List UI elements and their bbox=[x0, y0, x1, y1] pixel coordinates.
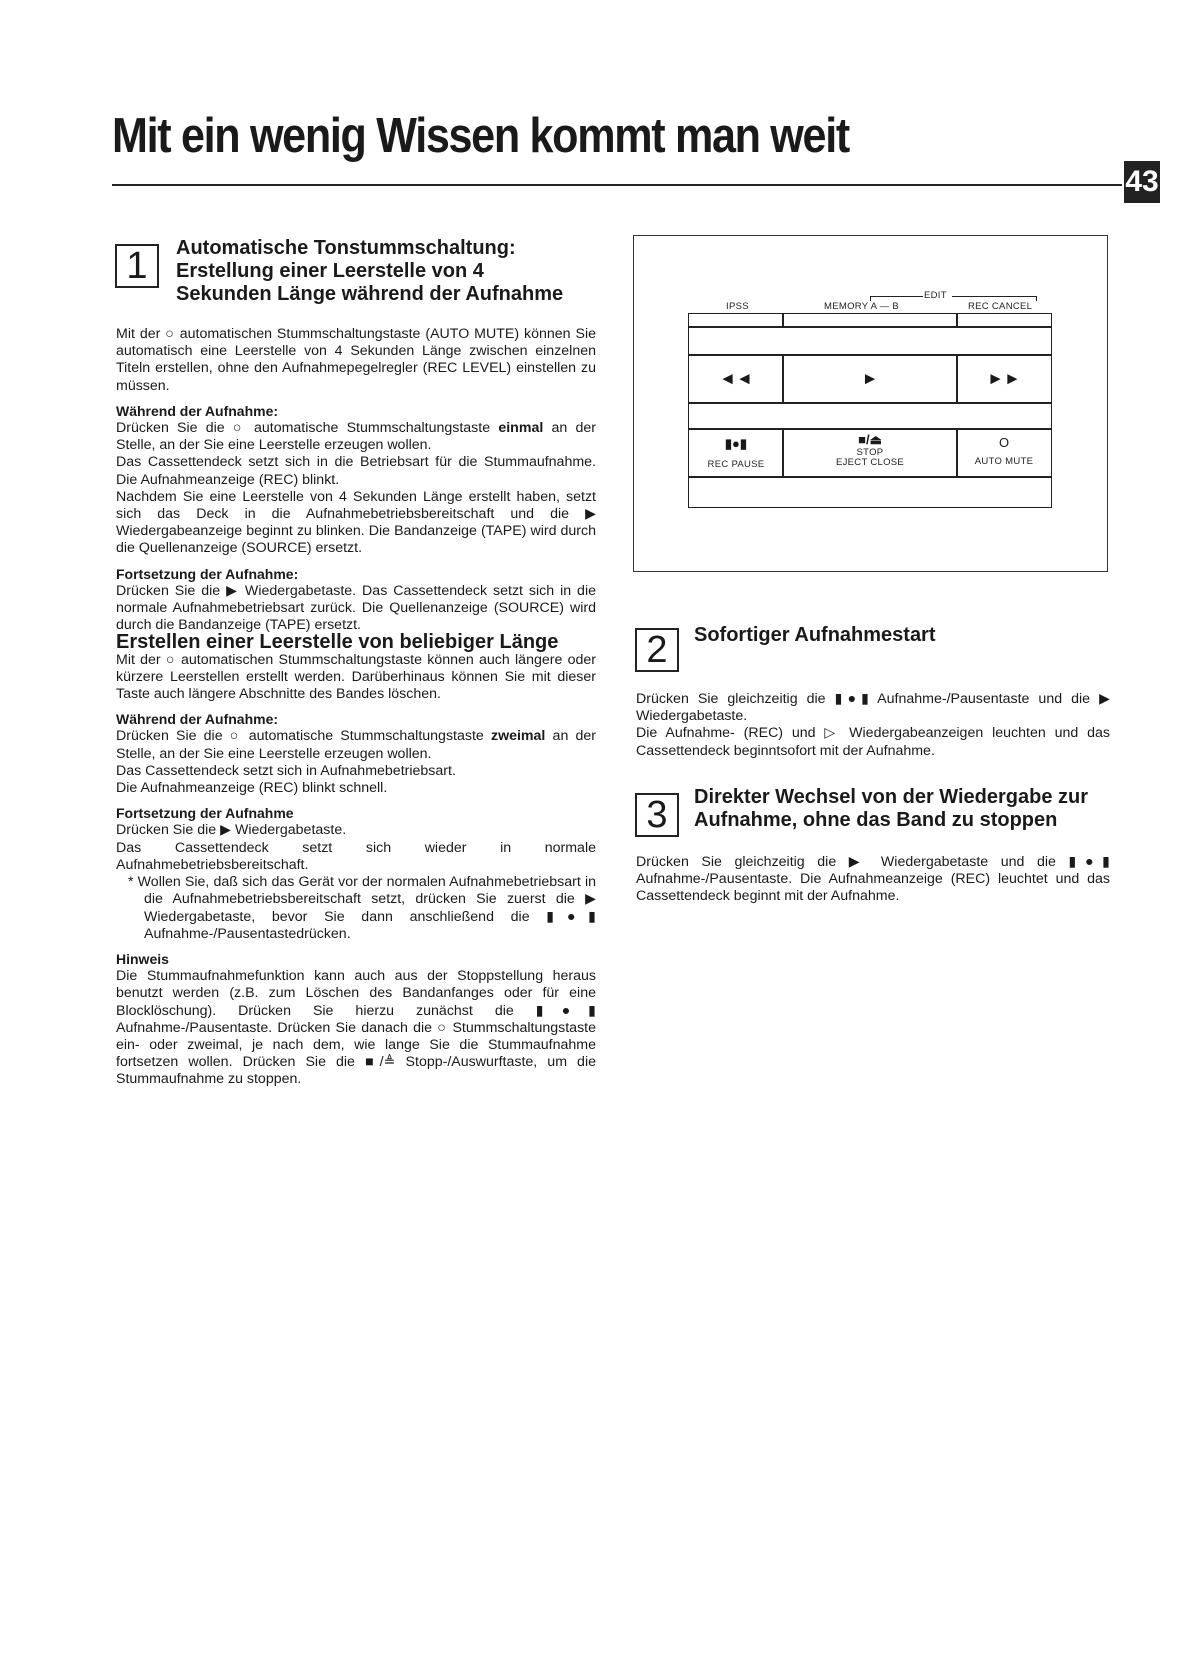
label-ipss: IPSS bbox=[726, 301, 749, 312]
section2-heading: Sofortiger Aufnahmestart bbox=[694, 624, 936, 646]
section-any-continue-1: Drücken Sie die ▶ Wiedergabetaste. bbox=[116, 822, 347, 839]
section1-continue-label: Fortsetzung der Aufnahme: bbox=[116, 565, 299, 582]
section3-text: Drücken Sie gleichzeitig die ▶ Wiedergabetaste und die ▮●▮ Aufnahme-/Pausentaste. Die Aufnahmeanzeige (REC) leuchtet und das Cassettendeck beginnt mit der Aufnahme. bbox=[636, 854, 1110, 905]
section-any-bullet: * Wollen Sie, daß sich das Gerät vor der normalen Aufnahmebetriebsart in die Aufnahmebetriebsbereitschaft setzt, drücken Sie zuerst die ▶ Wiedergabetaste, bevor Sie dann anschließend die ▮●▮ Aufnahme-/Pausentastedrücken. bbox=[128, 874, 596, 942]
section1-during-label: Während der Aufnahme: bbox=[116, 402, 279, 419]
text-bold: zweimal bbox=[490, 728, 546, 745]
section-any-continue-label: Fortsetzung der Aufnahme bbox=[116, 805, 294, 822]
label-edit: EDIT bbox=[924, 290, 947, 301]
section2-body bbox=[636, 691, 1110, 760]
section-any-continue-2: Das Cassettendeck setzt sich wieder in normale Aufnahmebetriebsbereitschaft. bbox=[116, 839, 596, 873]
auto-mute-button[interactable] bbox=[956, 428, 1052, 478]
section-any-during-text bbox=[116, 728, 596, 762]
step-number-2: 2 bbox=[635, 628, 679, 672]
section3-heading bbox=[694, 786, 1134, 832]
rewind-button[interactable] bbox=[688, 354, 784, 404]
page-number: 43 bbox=[1124, 161, 1160, 203]
label-rec-cancel: REC CANCEL bbox=[968, 301, 1033, 312]
text-span: an der Stelle, an der Sie eine Leerstelle erzeugen wollen. bbox=[116, 728, 597, 762]
section1-during-text bbox=[116, 420, 596, 454]
stop-eject-icon: ■/⏏ bbox=[858, 432, 882, 447]
note-text: Die Stummaufnahmefunktion kann auch aus der Stoppstellung heraus benutzt werden (z.B. zum Löschen des Bandanfanges oder für eine Blocklöschung). Drücken Sie hierzu zunächst die ▮●▮ Aufnahme-/Pausentaste. Drücken Sie danach die ○ Stummschaltungstaste ein- oder zweimal, je nach dem, wie lange Sie die Stummaufnahme fortsetzen wollen. Drücken Sie die ■/≜ Stopp-/Auswurftaste, um die Stummaufnahme zu stoppen. bbox=[116, 968, 596, 1088]
section1-heading bbox=[176, 237, 616, 306]
section1-continue-text: Drücken Sie die ▶ Wiedergabetaste. Das Cassettendeck setzt sich in die normale Aufnahmebetriebsart zurück. Die Quellenanzeige (SOURCE) wird durch die Bandanzeige (TAPE) ersetzt. bbox=[116, 582, 596, 634]
section1-intro: Mit der ○ automatischen Stummschaltungstaste (AUTO MUTE) können Sie automatisch eine Leerstelle von 4 Sekunden Länge zwischen einzelnen Titeln erstellen, ohne den Aufnahmepegelregler (REC LEVEL) einstellen zu müssen. bbox=[116, 326, 596, 394]
section2-text-1: Drücken Sie gleichzeitig die ▮●▮ Aufnahme-/Pausentaste und die ▶ Wiedergabetaste. bbox=[636, 691, 1110, 725]
fast-forward-icon: ►► bbox=[987, 369, 1021, 388]
section-any-heading: Erstellen einer Leerstelle von beliebiger Länge bbox=[116, 631, 559, 654]
section-any-during-label: Während der Aufnahme: bbox=[116, 711, 279, 728]
middle-strip bbox=[688, 402, 1052, 430]
section1-during-text-3: Nachdem Sie eine Leerstelle von 4 Sekunden Länge erstellt haben, setzt sich das Deck in die Aufnahmebetriebsbereitschaft und die ▶ Wiedergabeanzeige beginnt zu blinken. Die Bandanzeige (TAPE) wird durch die Quellenanzeige (SOURCE) ersetzt. bbox=[116, 488, 596, 557]
play-icon: ► bbox=[861, 369, 879, 388]
section2-text-2: Die Aufnahme- (REC) und ▷ Wiedergabeanzeigen leuchten und das Cassettendeck beginntsofort mit der Aufnahme. bbox=[636, 725, 1110, 759]
note-label: Hinweis bbox=[116, 950, 169, 967]
auto-mute-icon: O bbox=[998, 435, 1010, 450]
step-number-1: 1 bbox=[115, 244, 159, 288]
text-span: Drücken Sie die ○ automatische Stummschaltungstaste bbox=[116, 420, 499, 437]
section1-heading-line: Sekunden Länge während der Aufnahme bbox=[176, 283, 564, 305]
section3-body bbox=[636, 854, 1110, 906]
label-eject-close: EJECT CLOSE bbox=[835, 457, 905, 468]
section-any-during-text-2: Das Cassettendeck setzt sich in Aufnahmebetriebsart. bbox=[116, 762, 456, 779]
rec-pause-button[interactable] bbox=[688, 428, 784, 478]
text-bold: einmal bbox=[498, 420, 544, 437]
button-panel-diagram bbox=[633, 235, 1108, 572]
label-auto-mute: AUTO MUTE bbox=[974, 456, 1034, 467]
play-button[interactable] bbox=[782, 354, 958, 404]
label-rec-pause: REC PAUSE bbox=[707, 459, 765, 470]
rec-pause-icon: ▮●▮ bbox=[724, 436, 748, 451]
section1-heading-line: Erstellung einer Leerstelle von 4 bbox=[176, 260, 484, 282]
section1-during-text-2: Das Cassettendeck setzt sich in die Betriebsart für die Stummaufnahme. Die Aufnahmeanzeige (REC) blinkt. bbox=[116, 454, 596, 488]
text-span: an der Stelle, an der Sie eine Leerstelle erzeugen wollen. bbox=[116, 420, 597, 454]
section-any-intro: Mit der ○ automatischen Stummschaltungstaste können auch längere oder kürzere Leerstellen erstellt werden. Darüberhinaus können Sie mit dieser Taste auch längere Abschnitte des Bandes löschen. bbox=[116, 651, 596, 703]
bottom-strip bbox=[688, 476, 1052, 508]
section3-heading-line: Aufnahme, ohne das Band zu stoppen bbox=[694, 809, 1058, 831]
section3-heading-line: Direkter Wechsel von der Wiedergabe zur bbox=[694, 786, 1089, 808]
label-stop: STOP bbox=[856, 447, 884, 458]
rewind-icon: ◄◄ bbox=[719, 369, 753, 388]
fast-forward-button[interactable] bbox=[956, 354, 1052, 404]
section1-heading-line: Automatische Tonstummschaltung: bbox=[176, 237, 516, 259]
left-column bbox=[116, 326, 596, 1089]
stop-eject-button[interactable] bbox=[782, 428, 958, 478]
page-title: Mit ein wenig Wissen kommt man weit bbox=[112, 109, 849, 163]
text-span: Drücken Sie die ○ automatische Stummschaltungstaste bbox=[116, 728, 491, 745]
header-rule bbox=[112, 184, 1122, 186]
label-memory: MEMORY A — B bbox=[824, 301, 900, 312]
display-strip bbox=[688, 326, 1052, 356]
section-any-during-text-3: Die Aufnahmeanzeige (REC) blinkt schnell. bbox=[116, 780, 388, 797]
step-number-3: 3 bbox=[635, 793, 679, 837]
